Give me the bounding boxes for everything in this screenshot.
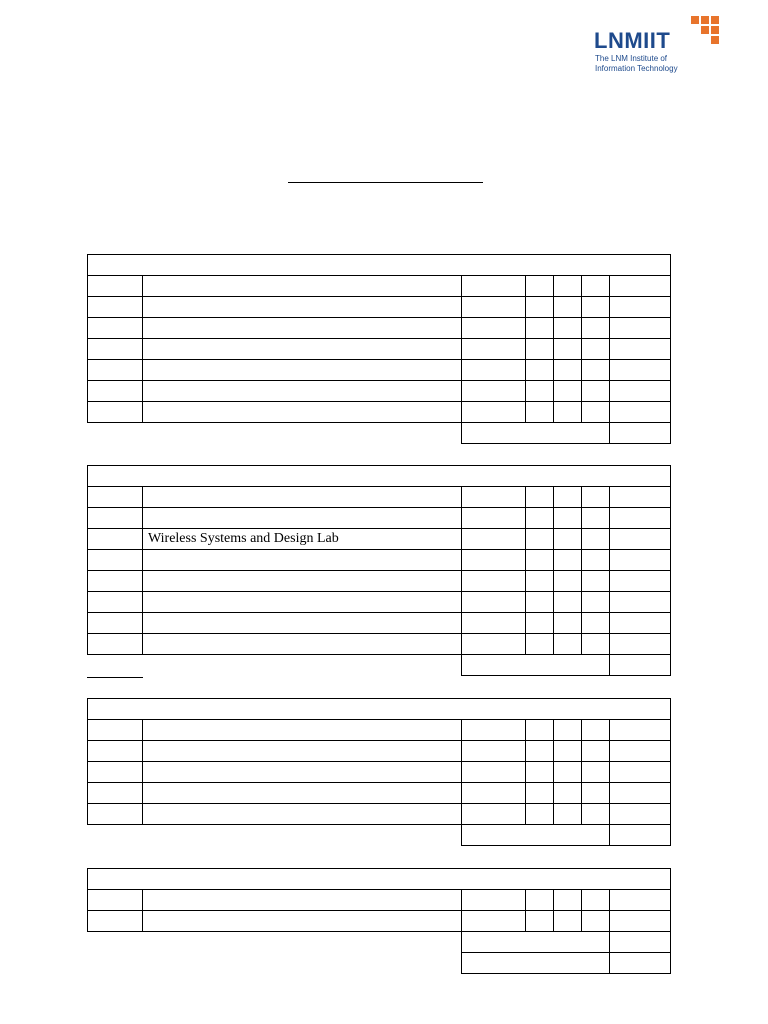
tutorial-cell [554, 529, 582, 550]
logo-wordmark: LNMIIT [594, 28, 671, 53]
total-label-cell [462, 423, 610, 444]
course-code-cell [462, 297, 526, 318]
note-underline [87, 677, 143, 678]
course-name-cell [143, 550, 462, 571]
lecture-cell [526, 804, 554, 825]
practical-cell [582, 529, 610, 550]
course-code-cell [462, 487, 526, 508]
tutorial-cell [554, 318, 582, 339]
table-heading [88, 699, 671, 720]
course-code-cell [462, 804, 526, 825]
serial-cell [88, 911, 143, 932]
tutorial-cell [554, 783, 582, 804]
serial-cell [88, 571, 143, 592]
lecture-cell [526, 911, 554, 932]
total-label-cell [462, 953, 610, 974]
serial-cell [88, 550, 143, 571]
total-label-cell [462, 825, 610, 846]
logo-squares-icon [691, 16, 721, 46]
tutorial-cell [554, 487, 582, 508]
credits-cell [610, 634, 671, 655]
lecture-cell [526, 487, 554, 508]
serial-cell [88, 360, 143, 381]
tutorial-cell [554, 741, 582, 762]
practical-cell [582, 613, 610, 634]
practical-cell [582, 571, 610, 592]
course-name-cell [143, 487, 462, 508]
tutorial-cell [554, 339, 582, 360]
serial-cell [88, 613, 143, 634]
semester-table [87, 698, 671, 846]
course-name-cell [143, 741, 462, 762]
serial-cell [88, 297, 143, 318]
serial-cell [88, 339, 143, 360]
table-row [88, 890, 671, 911]
credits-cell [610, 318, 671, 339]
course-code-cell [462, 276, 526, 297]
table-row [88, 360, 671, 381]
course-name-cell [143, 402, 462, 423]
course-code-cell [462, 783, 526, 804]
total-value-cell [610, 655, 671, 676]
credits-cell [610, 911, 671, 932]
serial-cell [88, 762, 143, 783]
practical-cell [582, 360, 610, 381]
tutorial-cell [554, 613, 582, 634]
course-name-cell [143, 613, 462, 634]
course-name-cell: Wireless Systems and Design Lab [143, 529, 462, 550]
tutorial-cell [554, 634, 582, 655]
lecture-cell [526, 741, 554, 762]
table-row [88, 720, 671, 741]
lecture-cell [526, 783, 554, 804]
course-code-cell [462, 890, 526, 911]
course-code-cell [462, 571, 526, 592]
credits-cell [610, 804, 671, 825]
serial-cell [88, 529, 143, 550]
table-row [88, 529, 671, 550]
credits-cell [610, 741, 671, 762]
total-label-cell [462, 655, 610, 676]
course-code-cell [462, 720, 526, 741]
course-name-cell [143, 360, 462, 381]
table-row [88, 276, 671, 297]
table-row [88, 571, 671, 592]
practical-cell [582, 592, 610, 613]
table-heading [88, 466, 671, 487]
course-code-cell [462, 360, 526, 381]
table-row [88, 402, 671, 423]
lecture-cell [526, 402, 554, 423]
practical-cell [582, 911, 610, 932]
course-code-cell [462, 339, 526, 360]
title-underline [288, 182, 483, 183]
course-code-cell [462, 613, 526, 634]
tutorial-cell [554, 890, 582, 911]
lecture-cell [526, 381, 554, 402]
course-name-cell [143, 762, 462, 783]
credits-cell [610, 592, 671, 613]
tutorial-cell [554, 550, 582, 571]
lecture-cell [526, 276, 554, 297]
table-row [88, 634, 671, 655]
total-row [88, 655, 671, 676]
course-name-cell [143, 720, 462, 741]
practical-cell [582, 381, 610, 402]
practical-cell [582, 297, 610, 318]
course-code-cell [462, 592, 526, 613]
serial-cell [88, 508, 143, 529]
course-name-cell [143, 508, 462, 529]
course-code-cell [462, 402, 526, 423]
lecture-cell [526, 571, 554, 592]
course-name-cell [143, 571, 462, 592]
total-value-cell [610, 423, 671, 444]
table-row [88, 339, 671, 360]
credits-cell [610, 339, 671, 360]
serial-cell [88, 276, 143, 297]
serial-cell [88, 402, 143, 423]
serial-cell [88, 804, 143, 825]
tutorial-cell [554, 571, 582, 592]
tutorial-cell [554, 381, 582, 402]
serial-cell [88, 318, 143, 339]
course-code-cell [462, 634, 526, 655]
lecture-cell [526, 339, 554, 360]
serial-cell [88, 741, 143, 762]
practical-cell [582, 508, 610, 529]
total-row [88, 825, 671, 846]
practical-cell [582, 783, 610, 804]
serial-cell [88, 890, 143, 911]
practical-cell [582, 318, 610, 339]
tutorial-cell [554, 297, 582, 318]
credits-cell [610, 613, 671, 634]
practical-cell [582, 720, 610, 741]
total-value-cell [610, 953, 671, 974]
course-code-cell [462, 508, 526, 529]
course-name-cell [143, 297, 462, 318]
lecture-cell [526, 890, 554, 911]
credits-cell [610, 783, 671, 804]
credits-cell [610, 297, 671, 318]
total-row [88, 423, 671, 444]
tutorial-cell [554, 402, 582, 423]
course-code-cell [462, 911, 526, 932]
course-name-cell [143, 634, 462, 655]
practical-cell [582, 276, 610, 297]
credits-cell [610, 529, 671, 550]
lecture-cell [526, 613, 554, 634]
course-name-cell [143, 318, 462, 339]
lecture-cell [526, 360, 554, 381]
credits-cell [610, 508, 671, 529]
table-row [88, 297, 671, 318]
course-name-cell [143, 592, 462, 613]
serial-cell [88, 634, 143, 655]
table-row [88, 613, 671, 634]
table-row [88, 487, 671, 508]
total-row [88, 953, 671, 974]
table-row [88, 911, 671, 932]
lecture-cell [526, 634, 554, 655]
table-row [88, 783, 671, 804]
semester-table [87, 868, 671, 974]
total-row [88, 932, 671, 953]
logo-subtitle-line2: Information Technology [595, 64, 678, 73]
practical-cell [582, 402, 610, 423]
table-row [88, 318, 671, 339]
institute-logo [594, 16, 734, 76]
logo-subtitle [595, 54, 678, 74]
practical-cell [582, 741, 610, 762]
tutorial-cell [554, 720, 582, 741]
total-label-cell [462, 932, 610, 953]
table-row [88, 804, 671, 825]
course-name-cell [143, 276, 462, 297]
credits-cell [610, 571, 671, 592]
lecture-cell [526, 508, 554, 529]
serial-cell [88, 720, 143, 741]
table-row [88, 762, 671, 783]
course-code-cell [462, 762, 526, 783]
practical-cell [582, 487, 610, 508]
practical-cell [582, 550, 610, 571]
course-name-cell [143, 911, 462, 932]
credits-cell [610, 276, 671, 297]
practical-cell [582, 339, 610, 360]
table-heading [88, 255, 671, 276]
tutorial-cell [554, 911, 582, 932]
serial-cell [88, 592, 143, 613]
credits-cell [610, 487, 671, 508]
credits-cell [610, 720, 671, 741]
total-value-cell [610, 932, 671, 953]
semester-table [87, 465, 671, 676]
logo-subtitle-line1: The LNM Institute of [595, 54, 668, 63]
credits-cell [610, 402, 671, 423]
lecture-cell [526, 550, 554, 571]
table-row [88, 741, 671, 762]
tutorial-cell [554, 804, 582, 825]
course-code-cell [462, 318, 526, 339]
course-code-cell [462, 550, 526, 571]
course-code-cell [462, 741, 526, 762]
table-heading [88, 869, 671, 890]
course-name-cell [143, 381, 462, 402]
course-name-cell [143, 890, 462, 911]
lecture-cell [526, 529, 554, 550]
serial-cell [88, 783, 143, 804]
lecture-cell [526, 762, 554, 783]
tutorial-cell [554, 508, 582, 529]
course-name-cell [143, 804, 462, 825]
credits-cell [610, 381, 671, 402]
course-code-cell [462, 381, 526, 402]
lecture-cell [526, 720, 554, 741]
lecture-cell [526, 297, 554, 318]
course-name-cell [143, 339, 462, 360]
credits-cell [610, 890, 671, 911]
practical-cell [582, 890, 610, 911]
table-row [88, 592, 671, 613]
practical-cell [582, 762, 610, 783]
credits-cell [610, 762, 671, 783]
practical-cell [582, 634, 610, 655]
table-row [88, 508, 671, 529]
lecture-cell [526, 592, 554, 613]
credits-cell [610, 360, 671, 381]
semester-table [87, 254, 671, 444]
table-row [88, 550, 671, 571]
tutorial-cell [554, 592, 582, 613]
tutorial-cell [554, 762, 582, 783]
lecture-cell [526, 318, 554, 339]
course-name-cell [143, 783, 462, 804]
table-row [88, 381, 671, 402]
course-code-cell [462, 529, 526, 550]
credits-cell [610, 550, 671, 571]
serial-cell [88, 381, 143, 402]
practical-cell [582, 804, 610, 825]
tutorial-cell [554, 360, 582, 381]
serial-cell [88, 487, 143, 508]
total-value-cell [610, 825, 671, 846]
tutorial-cell [554, 276, 582, 297]
